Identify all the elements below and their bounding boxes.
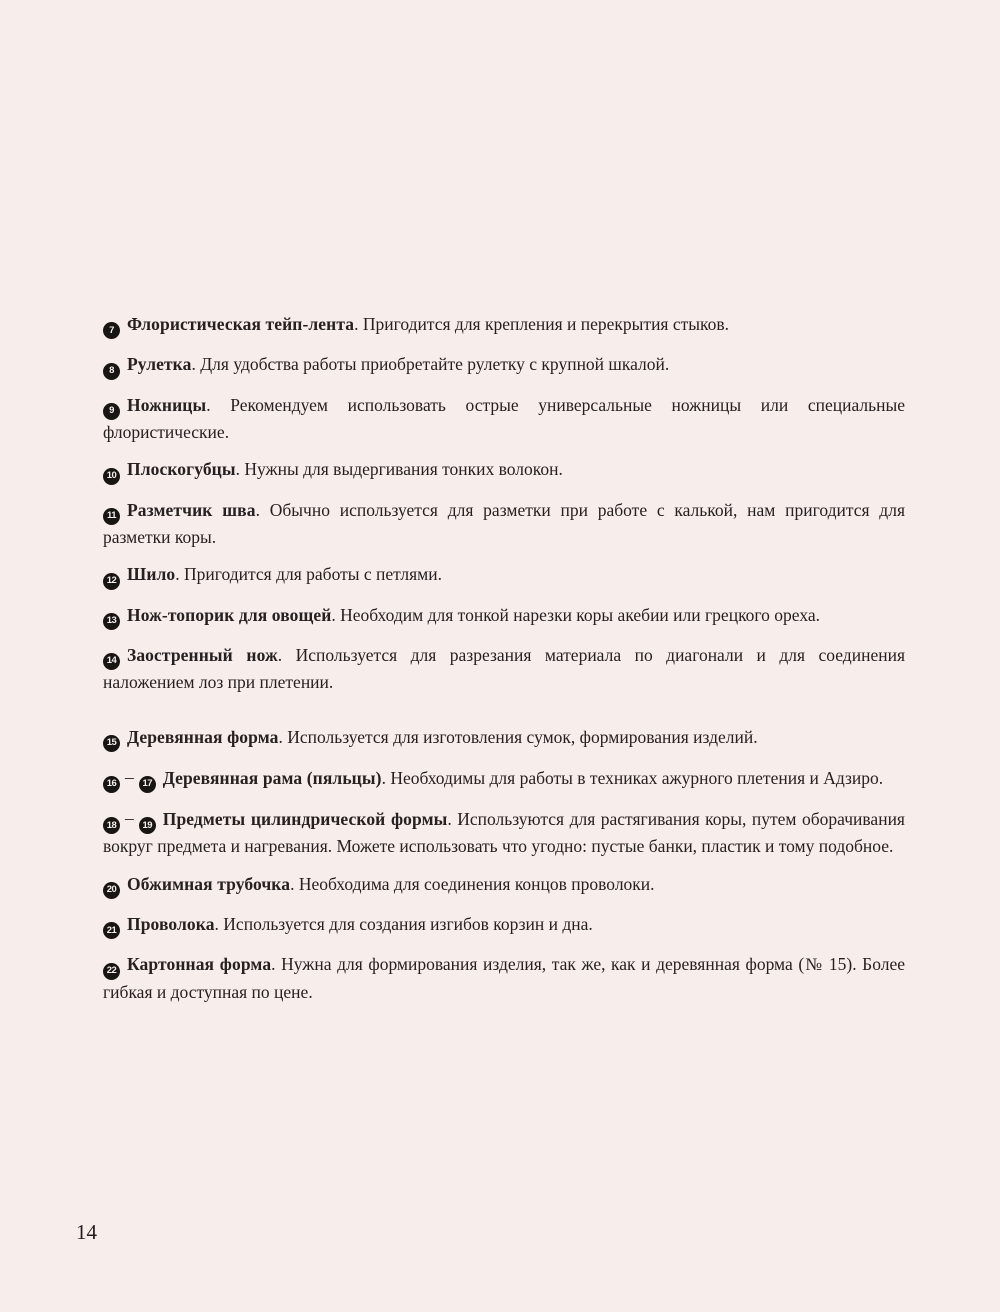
tool-description: . Используется для создания изгибов корзин и дна.	[214, 914, 593, 934]
item-number-badge: 8	[103, 363, 120, 380]
item-number-badge: 14	[103, 653, 120, 670]
item-number-badges	[103, 914, 127, 934]
item-number-badges	[103, 459, 127, 479]
tool-item	[103, 312, 905, 339]
tool-description: . Используется для разрезания материала по диагонали и для соединения наложением лоз при плетении.	[103, 644, 905, 692]
tool-name: Флористическая тейп-лента	[127, 314, 355, 334]
tool-description: . Необходим для тонкой нарезки коры акебии или грецкого ореха.	[331, 604, 820, 625]
tool-item	[103, 725, 905, 752]
tool-description: . Для удобства работы приобретайте рулетку с крупной шкалой.	[191, 354, 670, 375]
item-number-badge: 22	[103, 963, 120, 980]
tool-description: . Необходимы для работы в техниках ажурного плетения и Адзиро.	[381, 767, 884, 788]
item-number-badges	[103, 645, 127, 665]
tool-name: Ножницы	[127, 394, 207, 415]
tool-description: . Пригодится для работы с петлями.	[175, 564, 442, 585]
badge-separator: –	[125, 766, 134, 787]
tool-name: Деревянная рама (пяльцы)	[162, 767, 382, 788]
item-number-badge: 13	[103, 613, 120, 630]
tool-name: Разметчик шва	[127, 499, 256, 520]
tool-name: Нож-топорик для овощей	[127, 604, 332, 625]
item-number-badges	[103, 314, 127, 334]
item-number-badges	[103, 727, 127, 747]
item-number-badges	[103, 354, 127, 374]
item-number-badges	[103, 500, 127, 520]
tool-item	[103, 603, 905, 630]
item-number-badge: 18	[103, 817, 120, 834]
tool-name: Деревянная форма	[127, 726, 279, 747]
tool-name: Обжимная трубочка	[127, 873, 291, 894]
tool-description: . Нужна для формирования изделия, так же, как и деревянная форма (№ 15). Более гибкая и доступная по цене.	[103, 954, 905, 1002]
tool-item	[103, 498, 905, 550]
item-number-badge: 17	[139, 776, 156, 793]
tool-item	[103, 643, 905, 695]
item-number-badge: 16	[103, 776, 120, 793]
tool-description: . Обычно используется для разметки при работе с калькой, нам пригодится для разметки коры.	[103, 499, 905, 547]
item-number-badges	[103, 395, 127, 415]
item-number-badges	[103, 809, 163, 829]
item-number-badge: 11	[103, 508, 120, 525]
tools-list	[103, 312, 905, 1017]
tool-item	[103, 352, 905, 379]
item-number-badges	[103, 874, 127, 894]
tool-item	[103, 912, 905, 939]
tool-name: Заостренный нож	[127, 644, 278, 665]
tool-description: . Используется для изготовления сумок, формирования изделий.	[278, 726, 758, 747]
item-number-badges	[103, 564, 127, 584]
tool-item	[103, 872, 905, 899]
tool-description: . Рекомендуем использовать острые универсальные ножницы или специальные флористические.	[103, 394, 905, 442]
tool-description: . Используются для растягивания коры, путем оборачивания вокруг предмета и нагревания. Можете использовать что угодно: пустые банки, пластик и тому подобное.	[103, 809, 905, 857]
item-number-badge: 21	[103, 922, 120, 939]
page-number: 14	[76, 1220, 97, 1244]
item-number-badge: 12	[103, 573, 120, 590]
item-number-badge: 19	[139, 817, 156, 834]
tool-description: . Нужны для выдергивания тонких волокон.	[235, 459, 563, 480]
item-number-badge: 15	[103, 735, 120, 752]
item-number-badge: 7	[103, 322, 120, 339]
tool-name: Предметы цилиндрической формы	[162, 809, 448, 829]
item-number-badges	[103, 605, 127, 625]
tool-item	[103, 562, 905, 589]
item-number-badges	[103, 954, 127, 974]
tool-description: . Необходима для соединения концов проволоки.	[290, 873, 655, 894]
tool-item	[103, 765, 905, 793]
tool-item	[103, 393, 905, 445]
tool-item	[103, 806, 905, 859]
item-number-badge: 20	[103, 882, 120, 899]
item-number-badges	[103, 768, 163, 788]
tool-name: Шило	[127, 564, 176, 585]
tool-name: Картонная форма	[127, 954, 272, 975]
item-number-badge: 9	[103, 403, 120, 420]
tool-description: . Пригодится для крепления и перекрытия стыков.	[354, 314, 730, 334]
badge-separator: –	[125, 808, 134, 828]
tool-name: Рулетка	[127, 354, 192, 375]
tool-name: Проволока	[127, 914, 215, 934]
tool-item	[103, 457, 905, 484]
tool-item	[103, 952, 905, 1004]
item-number-badge: 10	[103, 468, 120, 485]
tool-name: Плоскогубцы	[127, 459, 236, 480]
